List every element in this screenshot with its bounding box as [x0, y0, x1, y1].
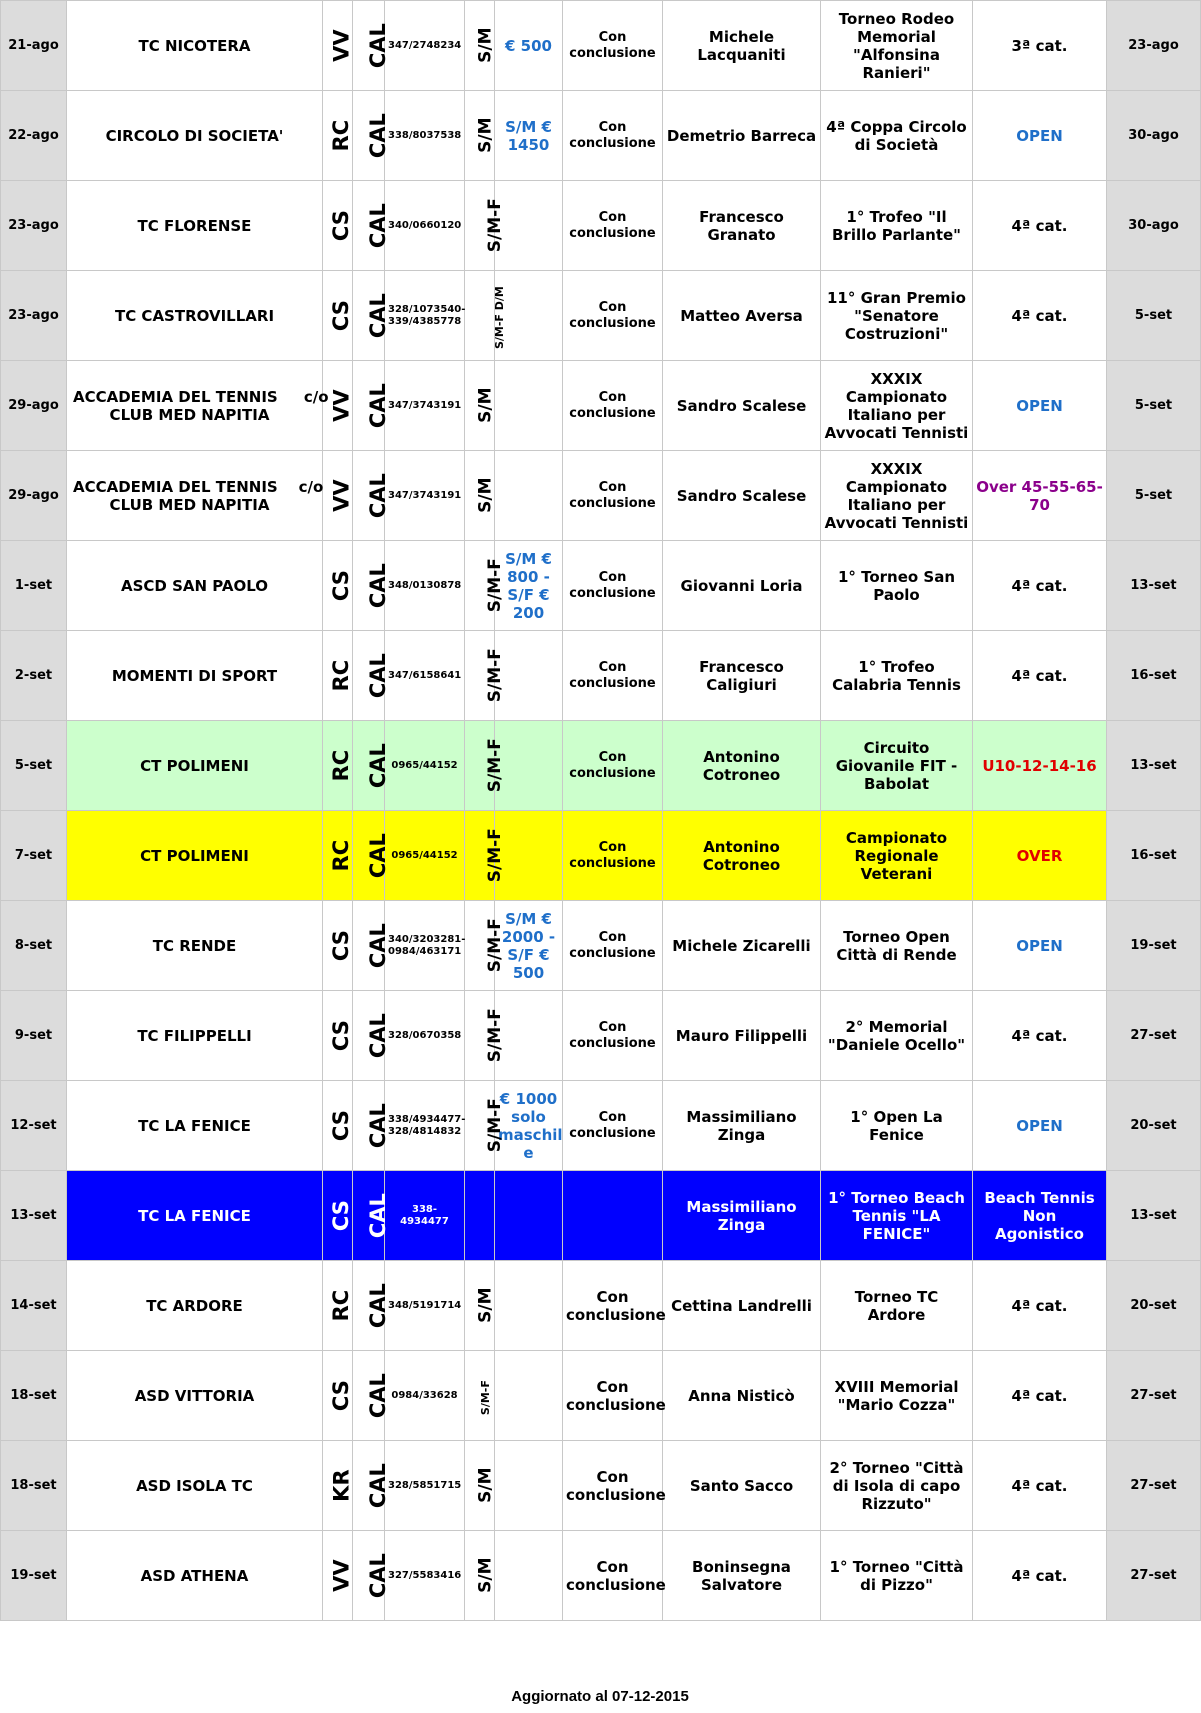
tournament-type: Con conclusione	[563, 1, 663, 91]
tournament-type: Con conclusione	[563, 631, 663, 721]
start-date: 5-set	[1, 721, 67, 811]
start-date: 19-set	[1, 1531, 67, 1621]
event-name: 11° Gran Premio "Senatore Costruzioni"	[821, 271, 973, 361]
player-category: OPEN	[973, 901, 1107, 991]
club-name: TC FILIPPELLI	[67, 991, 323, 1081]
referee-name: Francesco Caligiuri	[663, 631, 821, 721]
player-category: 4ª cat.	[973, 271, 1107, 361]
province-code: VV	[323, 1531, 353, 1621]
gender-category: S/M	[465, 91, 495, 181]
province-code: VV	[323, 451, 353, 541]
prize-money	[495, 1351, 563, 1441]
table-row	[1, 1081, 1201, 1171]
end-date: 20-set	[1107, 1081, 1201, 1171]
phone-number: 347/2748234	[385, 1, 465, 91]
event-name: Torneo Open Città di Rende	[821, 901, 973, 991]
region-code: CAL	[353, 721, 385, 811]
phone-number: 328/1073540-339/4385778	[385, 271, 465, 361]
club-name-line: CLUB MED NAPITIA	[73, 405, 270, 424]
club-name: CIRCOLO DI SOCIETA'	[67, 91, 323, 181]
start-date: 23-ago	[1, 271, 67, 361]
province-code: CS	[323, 271, 353, 361]
prize-money	[495, 1441, 563, 1531]
phone-number: 340/0660120	[385, 181, 465, 271]
start-date: 7-set	[1, 811, 67, 901]
province-code: RC	[323, 631, 353, 721]
phone-number: 347/3743191	[385, 451, 465, 541]
province-code: CS	[323, 991, 353, 1081]
end-date: 13-set	[1107, 541, 1201, 631]
end-date: 27-set	[1107, 1441, 1201, 1531]
phone-number: 338-4934477	[385, 1171, 465, 1261]
end-date: 13-set	[1107, 1171, 1201, 1261]
end-date: 30-ago	[1107, 91, 1201, 181]
club-name: TC ARDORE	[67, 1261, 323, 1351]
prize-money	[495, 361, 563, 451]
player-category: OVER	[973, 811, 1107, 901]
tournament-type: Con conclusione	[563, 181, 663, 271]
end-date: 30-ago	[1107, 181, 1201, 271]
region-code: CAL	[353, 1081, 385, 1171]
player-category: 4ª cat.	[973, 1261, 1107, 1351]
event-name: XXXIX Campionato Italiano per Avvocati Tennisti	[821, 361, 973, 451]
province-code: RC	[323, 91, 353, 181]
table-row	[1, 1531, 1201, 1621]
tournament-type: Con conclusione	[563, 721, 663, 811]
referee-name: Michele Zicarelli	[663, 901, 821, 991]
player-category: Over 45-55-65-70	[973, 451, 1107, 541]
referee-name: Antonino Cotroneo	[663, 811, 821, 901]
start-date: 29-ago	[1, 361, 67, 451]
phone-number: 348/0130878	[385, 541, 465, 631]
province-code: CS	[323, 1081, 353, 1171]
table-row	[1, 91, 1201, 181]
gender-category: S/M	[465, 1, 495, 91]
gender-category: S/M-F D/M	[465, 271, 495, 361]
start-date: 22-ago	[1, 91, 67, 181]
gender-category: S/M-F	[465, 811, 495, 901]
region-code: CAL	[353, 91, 385, 181]
end-date: 23-ago	[1107, 1, 1201, 91]
referee-name: Demetrio Barreca	[663, 91, 821, 181]
province-code: KR	[323, 1441, 353, 1531]
club-name-line: ACCADEMIA DEL TENNIS c/o	[73, 477, 324, 496]
tournament-type: Con conclusione	[563, 1261, 663, 1351]
end-date: 27-set	[1107, 1531, 1201, 1621]
phone-number: 0965/44152	[385, 811, 465, 901]
prize-money: S/M € 1450	[495, 91, 563, 181]
event-name: 1° Trofeo "Il Brillo Parlante"	[821, 181, 973, 271]
club-name: ASD VITTORIA	[67, 1351, 323, 1441]
province-code: CS	[323, 1351, 353, 1441]
province-code: CS	[323, 541, 353, 631]
player-category: 4ª cat.	[973, 991, 1107, 1081]
prize-money	[495, 1261, 563, 1351]
club-name	[67, 451, 323, 541]
phone-number: 348/5191714	[385, 1261, 465, 1351]
province-code: RC	[323, 811, 353, 901]
region-code: CAL	[353, 991, 385, 1081]
gender-category: S/M	[465, 1441, 495, 1531]
end-date: 16-set	[1107, 631, 1201, 721]
end-date: 13-set	[1107, 721, 1201, 811]
gender-category: S/M-F	[465, 991, 495, 1081]
phone-number: 338/4934477-328/4814832	[385, 1081, 465, 1171]
table-row	[1, 1171, 1201, 1261]
province-code: CS	[323, 901, 353, 991]
table-row	[1, 451, 1201, 541]
start-date: 18-set	[1, 1441, 67, 1531]
gender-category: S/M-F	[465, 901, 495, 991]
club-name-line: ACCADEMIA DEL TENNIS c/o	[73, 387, 329, 406]
region-code: CAL	[353, 1531, 385, 1621]
table-row	[1, 811, 1201, 901]
phone-number: 347/3743191	[385, 361, 465, 451]
phone-number: 328/0670358	[385, 991, 465, 1081]
player-category: OPEN	[973, 91, 1107, 181]
referee-name: Massimiliano Zinga	[663, 1171, 821, 1261]
table-row	[1, 1, 1201, 91]
player-category: 4ª cat.	[973, 541, 1107, 631]
player-category: U10-12-14-16	[973, 721, 1107, 811]
gender-category: S/M-F	[465, 631, 495, 721]
referee-name: Francesco Granato	[663, 181, 821, 271]
player-category: 4ª cat.	[973, 631, 1107, 721]
updated-footer: Aggiornato al 07-12-2015	[511, 1688, 689, 1705]
event-name: 4ª Coppa Circolo di Società	[821, 91, 973, 181]
tournament-type: Con conclusione	[563, 541, 663, 631]
club-name: CT POLIMENI	[67, 811, 323, 901]
event-name: Torneo Rodeo Memorial "Alfonsina Ranieri"	[821, 1, 973, 91]
start-date: 14-set	[1, 1261, 67, 1351]
club-name: TC LA FENICE	[67, 1081, 323, 1171]
referee-name: Cettina Landrelli	[663, 1261, 821, 1351]
club-name-line: CLUB MED NAPITIA	[73, 495, 270, 514]
start-date: 2-set	[1, 631, 67, 721]
player-category: Beach Tennis Non Agonistico	[973, 1171, 1107, 1261]
start-date: 12-set	[1, 1081, 67, 1171]
table-row	[1, 541, 1201, 631]
tournament-type: Con conclusione	[563, 451, 663, 541]
region-code: CAL	[353, 1, 385, 91]
table-row	[1, 631, 1201, 721]
referee-name: Sandro Scalese	[663, 361, 821, 451]
referee-name: Matteo Aversa	[663, 271, 821, 361]
gender-category: S/M-F	[465, 541, 495, 631]
phone-number: 328/5851715	[385, 1441, 465, 1531]
referee-name: Antonino Cotroneo	[663, 721, 821, 811]
gender-category	[465, 1171, 495, 1261]
end-date: 27-set	[1107, 991, 1201, 1081]
start-date: 23-ago	[1, 181, 67, 271]
gender-category: S/M	[465, 1261, 495, 1351]
region-code: CAL	[353, 811, 385, 901]
prize-money: € 500	[495, 1, 563, 91]
start-date: 1-set	[1, 541, 67, 631]
player-category: 4ª cat.	[973, 1441, 1107, 1531]
player-category: OPEN	[973, 1081, 1107, 1171]
club-name: TC FLORENSE	[67, 181, 323, 271]
region-code: CAL	[353, 451, 385, 541]
table-row	[1, 721, 1201, 811]
table-row	[1, 271, 1201, 361]
end-date: 5-set	[1107, 361, 1201, 451]
table-row	[1, 1351, 1201, 1441]
tournament-type: Con conclusione	[563, 901, 663, 991]
end-date: 16-set	[1107, 811, 1201, 901]
club-name: ASD ISOLA TC	[67, 1441, 323, 1531]
table-row	[1, 901, 1201, 991]
player-category: 3ª cat.	[973, 1, 1107, 91]
phone-number: 327/5583416	[385, 1531, 465, 1621]
region-code: CAL	[353, 1261, 385, 1351]
start-date: 8-set	[1, 901, 67, 991]
referee-name: Sandro Scalese	[663, 451, 821, 541]
phone-number: 0984/33628	[385, 1351, 465, 1441]
region-code: CAL	[353, 1441, 385, 1531]
player-category: OPEN	[973, 361, 1107, 451]
event-name: 1° Torneo Beach Tennis "LA FENICE"	[821, 1171, 973, 1261]
table-row	[1, 181, 1201, 271]
event-name: 1° Open La Fenice	[821, 1081, 973, 1171]
club-name: ASCD SAN PAOLO	[67, 541, 323, 631]
prize-money: € 1000 solo maschil e	[495, 1081, 563, 1171]
start-date: 18-set	[1, 1351, 67, 1441]
province-code: RC	[323, 1261, 353, 1351]
province-code: VV	[323, 361, 353, 451]
start-date: 9-set	[1, 991, 67, 1081]
tournament-type: Con conclusione	[563, 1351, 663, 1441]
region-code: CAL	[353, 271, 385, 361]
tournament-type: Con conclusione	[563, 1081, 663, 1171]
tournament-type: Con conclusione	[563, 811, 663, 901]
tournament-type: Con conclusione	[563, 361, 663, 451]
club-name: MOMENTI DI SPORT	[67, 631, 323, 721]
event-name: Campionato Regionale Veterani	[821, 811, 973, 901]
prize-money: S/M € 2000 - S/F € 500	[495, 901, 563, 991]
prize-money	[495, 1531, 563, 1621]
referee-name: Massimiliano Zinga	[663, 1081, 821, 1171]
prize-money	[495, 1171, 563, 1261]
event-name: 1° Trofeo Calabria Tennis	[821, 631, 973, 721]
end-date: 5-set	[1107, 271, 1201, 361]
gender-category: S/M-F	[465, 1351, 495, 1441]
end-date: 5-set	[1107, 451, 1201, 541]
tournament-type	[563, 1171, 663, 1261]
gender-category: S/M	[465, 361, 495, 451]
event-name: 1° Torneo "Città di Pizzo"	[821, 1531, 973, 1621]
event-name: 2° Torneo "Città di Isola di capo Rizzuto"	[821, 1441, 973, 1531]
end-date: 19-set	[1107, 901, 1201, 991]
gender-category: S/M-F	[465, 181, 495, 271]
referee-name: Giovanni Loria	[663, 541, 821, 631]
phone-number: 340/3203281-0984/463171	[385, 901, 465, 991]
tournament-type: Con conclusione	[563, 91, 663, 181]
event-name: 2° Memorial "Daniele Ocello"	[821, 991, 973, 1081]
event-name: Circuito Giovanile FIT - Babolat	[821, 721, 973, 811]
end-date: 20-set	[1107, 1261, 1201, 1351]
gender-category: S/M	[465, 1531, 495, 1621]
province-code: VV	[323, 1, 353, 91]
event-name: XVIII Memorial "Mario Cozza"	[821, 1351, 973, 1441]
club-name: TC NICOTERA	[67, 1, 323, 91]
region-code: CAL	[353, 361, 385, 451]
region-code: CAL	[353, 181, 385, 271]
club-name: ASD ATHENA	[67, 1531, 323, 1621]
phone-number: 338/8037538	[385, 91, 465, 181]
region-code: CAL	[353, 631, 385, 721]
prize-money: S/M € 800 - S/F € 200	[495, 541, 563, 631]
start-date: 13-set	[1, 1171, 67, 1261]
start-date: 29-ago	[1, 451, 67, 541]
table-row	[1, 1441, 1201, 1531]
club-name: TC RENDE	[67, 901, 323, 991]
start-date: 21-ago	[1, 1, 67, 91]
event-name: 1° Torneo San Paolo	[821, 541, 973, 631]
prize-money	[495, 451, 563, 541]
player-category: 4ª cat.	[973, 1351, 1107, 1441]
club-name: TC CASTROVILLARI	[67, 271, 323, 361]
player-category: 4ª cat.	[973, 181, 1107, 271]
tournament-type: Con conclusione	[563, 991, 663, 1081]
gender-category: S/M	[465, 451, 495, 541]
tournament-type: Con conclusione	[563, 1441, 663, 1531]
club-name	[67, 361, 329, 451]
region-code: CAL	[353, 1351, 385, 1441]
referee-name: Michele Lacquaniti	[663, 1, 821, 91]
province-code: RC	[323, 721, 353, 811]
gender-category: S/M-F	[465, 1081, 495, 1171]
province-code: CS	[323, 181, 353, 271]
tournament-type: Con conclusione	[563, 1531, 663, 1621]
region-code: CAL	[353, 1171, 385, 1261]
table-row	[1, 991, 1201, 1081]
phone-number: 0965/44152	[385, 721, 465, 811]
province-code: CS	[323, 1171, 353, 1261]
club-name: TC LA FENICE	[67, 1171, 323, 1261]
player-category: 4ª cat.	[973, 1531, 1107, 1621]
event-name: XXXIX Campionato Italiano per Avvocati Tennisti	[821, 451, 973, 541]
event-name: Torneo TC Ardore	[821, 1261, 973, 1351]
table-row	[1, 1261, 1201, 1351]
region-code: CAL	[353, 541, 385, 631]
end-date: 27-set	[1107, 1351, 1201, 1441]
gender-category: S/M-F	[465, 721, 495, 811]
club-name: CT POLIMENI	[67, 721, 323, 811]
referee-name: Boninsegna Salvatore	[663, 1531, 821, 1621]
referee-name: Mauro Filippelli	[663, 991, 821, 1081]
table-row	[1, 361, 1201, 451]
region-code: CAL	[353, 901, 385, 991]
referee-name: Anna Nisticò	[663, 1351, 821, 1441]
referee-name: Santo Sacco	[663, 1441, 821, 1531]
tournament-type: Con conclusione	[563, 271, 663, 361]
phone-number: 347/6158641	[385, 631, 465, 721]
